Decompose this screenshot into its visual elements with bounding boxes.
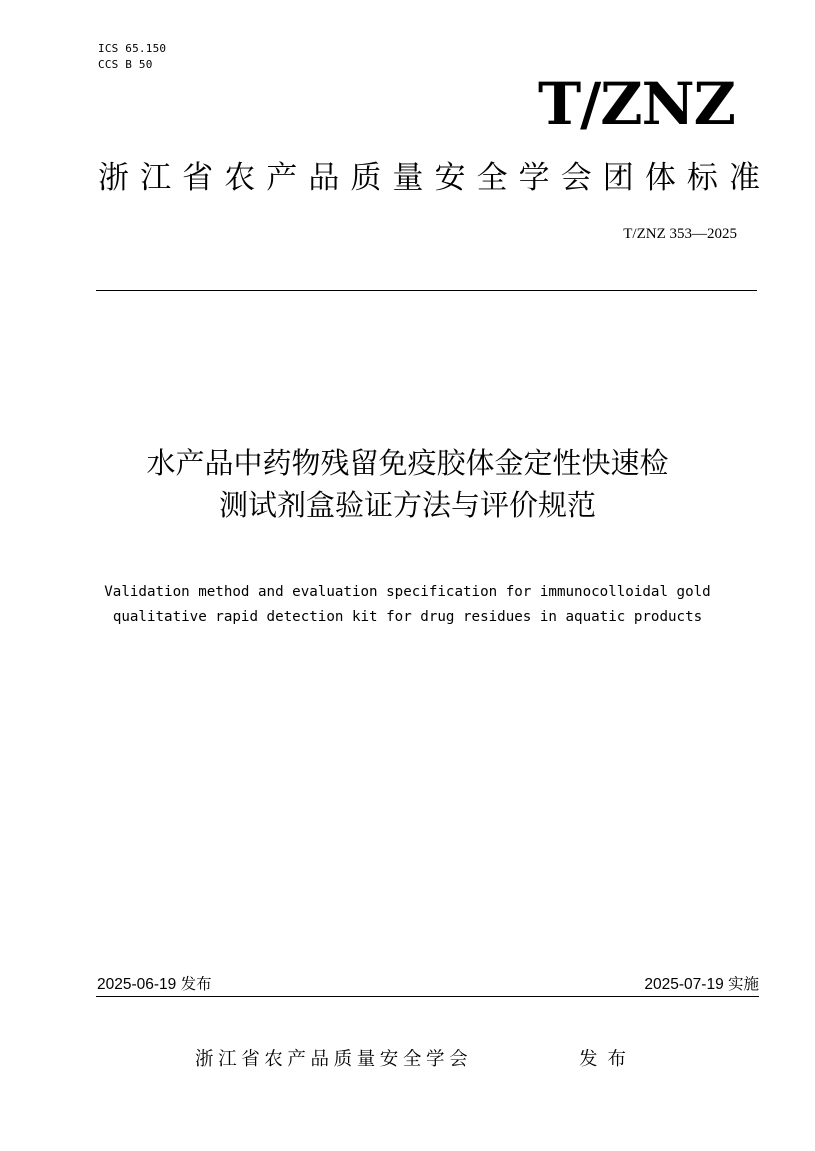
classification-codes	[98, 41, 166, 73]
english-title-line-2: qualitative rapid detection kit for drug residues in aquatic products	[112, 609, 703, 625]
standard-logo: T/ZNZ	[537, 70, 735, 138]
english-title-line-1: Validation method and evaluation specification for immunocolloidal gold	[104, 584, 711, 600]
publisher-name: 浙江省农产品质量安全学会	[195, 1049, 473, 1070]
chinese-title-line-2: 测试剂盒验证方法与评价规范	[218, 488, 596, 522]
issue-date: 2025-06-19 发布	[97, 976, 212, 993]
chinese-title	[60, 442, 755, 526]
standard-number: T/ZNZ 353—2025	[623, 226, 737, 242]
chinese-title-line-1: 水产品中药物残留免疫胶体金定性快速检	[146, 446, 669, 480]
bottom-divider	[96, 996, 759, 997]
ics-code: ICS 65.150	[98, 42, 167, 55]
implementation-date: 2025-07-19 实施	[644, 976, 759, 993]
english-title	[40, 580, 775, 630]
ccs-code: CCS B 50	[98, 58, 153, 71]
standard-kind-heading: 浙江省农产品质量安全学会团体标准	[98, 160, 760, 196]
top-divider	[96, 290, 757, 291]
publish-label: 发布	[579, 1049, 637, 1070]
